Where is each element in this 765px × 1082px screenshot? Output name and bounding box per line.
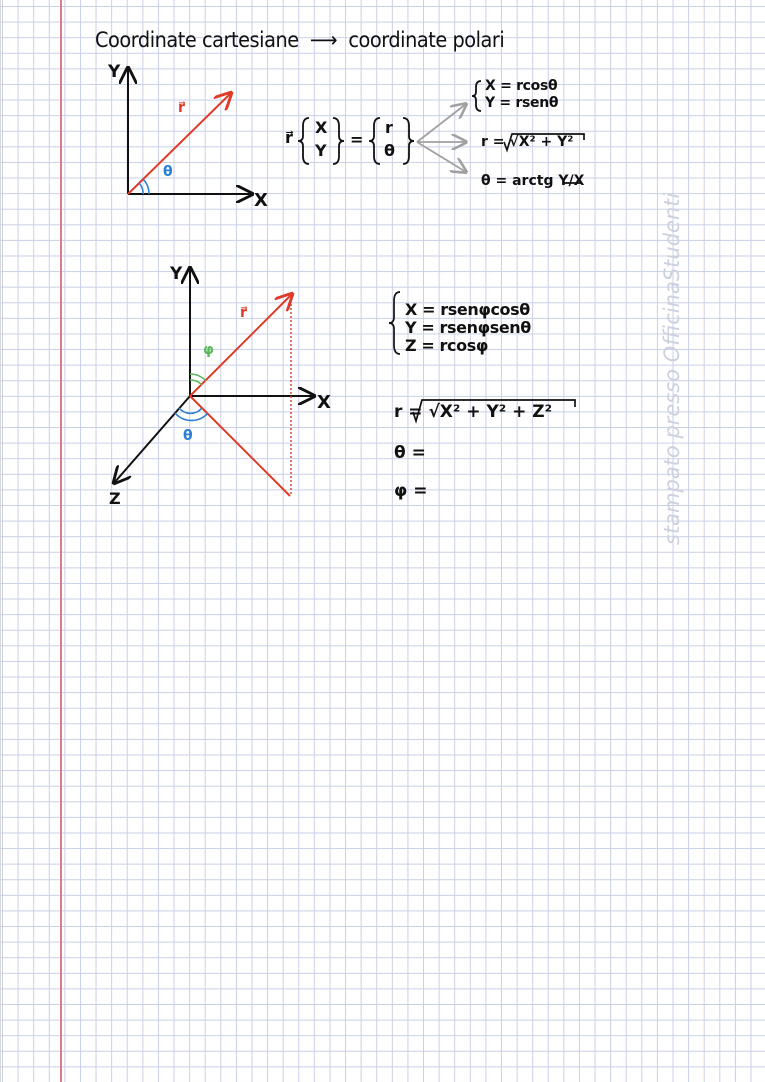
grey-arrow-up <box>417 104 466 142</box>
axis-y-label-2d: Y <box>108 62 121 82</box>
axis-x-label-3d: X <box>317 392 331 413</box>
formula-y-3d: Y = rsenφsenθ <box>405 318 531 337</box>
vector-r-label-3d: r⃗ <box>240 305 247 321</box>
grey-arrow-down <box>417 142 466 172</box>
formula-theta-3d: θ = <box>394 443 426 463</box>
formula-r-3d: r = √X² + Y² + Z² <box>394 402 553 422</box>
watermark: stampato presso OfficinaStudenti <box>660 192 684 545</box>
brace-left-close <box>333 118 344 164</box>
title-arrow-icon: ⟶ <box>309 28 338 52</box>
title-right: coordinate polari <box>348 28 505 52</box>
matrix-vector-lhs: r⃗ <box>285 128 293 147</box>
spherical-3d-diagram <box>114 268 314 496</box>
theta-arc-3d-inner <box>179 408 202 413</box>
theta-arc-2d-inner <box>139 183 143 194</box>
brace-left-open <box>298 118 309 164</box>
theta-label-2d: θ <box>163 164 173 180</box>
polar-2d-diagram <box>128 68 252 194</box>
axis-x-label-2d: X <box>254 190 268 211</box>
z-axis-3d <box>114 396 190 483</box>
matrix-y: Y <box>315 141 327 160</box>
matrix-r: r <box>385 118 393 137</box>
brace-system-3d <box>389 292 400 354</box>
phi-label-3d: φ <box>203 342 214 358</box>
theta-label-3d: θ <box>183 428 193 444</box>
theta-arc-2d <box>143 179 149 194</box>
axis-z-label-3d: Z <box>109 489 121 508</box>
brace-system-2d <box>472 81 481 111</box>
brace-right-close <box>403 118 414 164</box>
formula-z-3d: Z = rcosφ <box>405 336 488 355</box>
projection-r-3d <box>190 396 290 496</box>
formula-x-3d: X = rsenφcosθ <box>405 300 530 319</box>
formula-x-2d: X = rcosθ <box>485 78 558 94</box>
matrix-theta: θ <box>384 141 395 160</box>
phi-arc-inner <box>190 380 202 385</box>
matrix-x: X <box>315 118 328 137</box>
formula-y-2d: Y = rsenθ <box>485 95 559 111</box>
formula-theta-2d: θ = arctg Y/X <box>481 173 585 189</box>
formula-phi-3d: φ = <box>394 481 428 501</box>
grey-arrows <box>417 104 466 172</box>
axis-y-label-3d: Y <box>170 264 183 284</box>
brace-right-open <box>369 118 380 164</box>
vector-r-label-2d: r⃗ <box>178 100 185 116</box>
formula-r-2d: r = √X² + Y² <box>481 134 574 150</box>
matrix-equals: = <box>350 130 364 149</box>
title-left: Coordinate cartesiane <box>95 28 299 52</box>
